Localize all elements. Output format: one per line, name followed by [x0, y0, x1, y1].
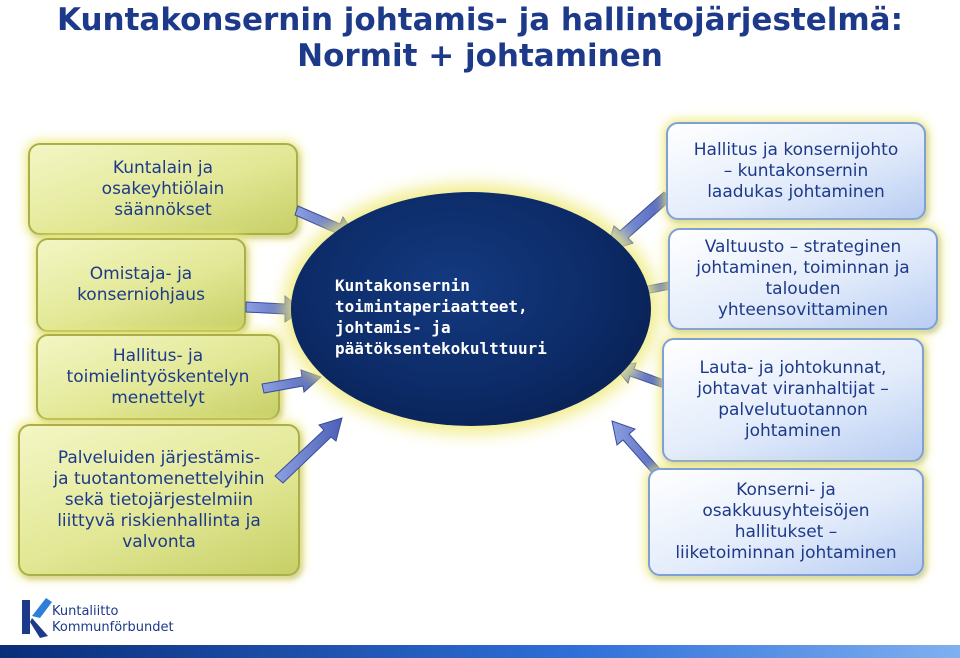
box-line: johtaminen, toiminnan ja	[696, 258, 910, 278]
right-box-council-strategy	[668, 228, 938, 330]
box-line: Valtuusto – strateginen	[704, 237, 902, 257]
right-box-committees	[662, 338, 924, 462]
box-line: menettelyt	[111, 387, 205, 408]
box-line: palvelutuotannon	[718, 400, 868, 420]
bottom-bar	[0, 645, 960, 658]
title-line-2: Normit + johtaminen	[297, 38, 663, 74]
box-line: toimielintyöskentelyn	[66, 366, 250, 387]
box-line: konserniohjaus	[77, 285, 205, 305]
central-line: päätöksentekokulttuuri	[335, 339, 547, 358]
box-line: laadukas johtaminen	[707, 181, 885, 202]
box-line: yhteensovittaminen	[717, 300, 889, 320]
box-line: hallitukset –	[734, 522, 838, 542]
box-line: Konserni- ja	[736, 480, 836, 500]
title-line-1: Kuntakonsernin johtamis- ja hallintojärjestelmä:	[56, 2, 903, 38]
box-line: valvonta	[122, 531, 196, 552]
central-line: toimintaperiaatteet,	[335, 297, 528, 316]
box-line: osakeyhtiölain	[101, 178, 225, 199]
box-line: Hallitus ja konsernijohto	[693, 139, 899, 160]
central-line: Kuntakonsernin	[335, 276, 470, 295]
right-box-board-management	[666, 122, 926, 220]
arrow-left-3	[262, 370, 321, 393]
box-line: johtavat viranhaltijat –	[697, 379, 889, 399]
logo-line-1: Kuntaliitto	[52, 604, 119, 619]
box-line: johtaminen	[744, 421, 842, 441]
box-line: liiketoiminnan johtaminen	[675, 543, 897, 563]
box-line: Palveluiden järjestämis-	[57, 447, 261, 468]
box-line: Omistaja- ja	[89, 264, 193, 284]
box-line: liittyvä riskienhallinta ja	[57, 510, 261, 531]
logo-text	[52, 604, 174, 636]
box-line: Hallitus- ja	[112, 345, 204, 366]
right-box-group-companies	[648, 468, 924, 576]
box-line: – kuntakonsernin	[723, 160, 869, 181]
box-line: ja tuotantomenettelyihin	[53, 468, 265, 489]
box-line: Kuntalain ja	[112, 157, 214, 178]
box-line: osakkuusyhteisöjen	[702, 501, 870, 521]
central-text	[335, 275, 605, 359]
box-line: säännökset	[114, 199, 212, 220]
logo-line-2: Kommunförbundet	[52, 620, 174, 635]
arrow-left-4	[275, 418, 342, 483]
box-line: talouden	[765, 279, 841, 299]
box-line: sekä tietojärjestelmiin	[64, 489, 254, 510]
box-line: Lauta- ja johtokunnat,	[699, 358, 887, 378]
central-line: johtamis- ja	[335, 318, 451, 337]
